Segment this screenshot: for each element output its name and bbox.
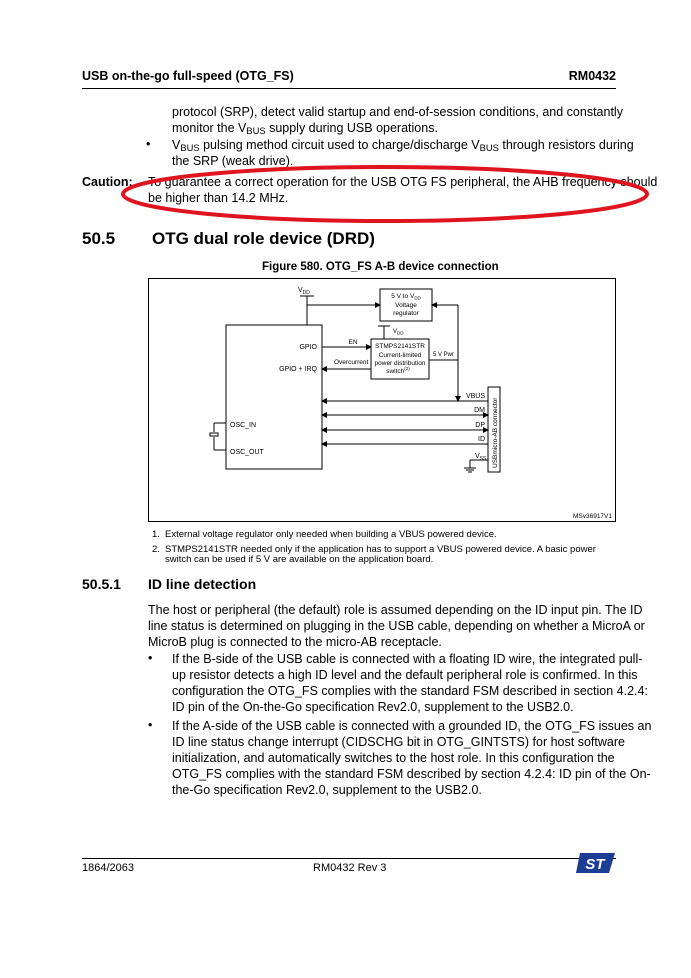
pwr-label: 5 V Pwr xyxy=(433,352,455,358)
section-number: 50.5 xyxy=(82,229,116,248)
id-label: ID xyxy=(478,436,485,443)
svg-text:Voltage: Voltage xyxy=(395,302,417,309)
note-2-text: STMPS2141STR needed only if the application has to support a VBUS powered device. A basic power xyxy=(165,544,596,555)
intro-bullet-line-2: the SRP (weak drive). xyxy=(172,154,294,168)
header-rule xyxy=(82,88,616,89)
vbus-label: VBUS xyxy=(465,393,485,400)
svg-text:5 V to VDD: 5 V to $V_{DD}$ xyxy=(391,293,421,301)
dm-label: DM xyxy=(474,407,485,414)
note-1-text: External voltage regulator only needed when building a VBUS powered device. xyxy=(165,529,497,540)
vdd-top-label: $V_{DD}$ xyxy=(298,287,310,296)
footer-doc-revision: RM0432 Rev 3 xyxy=(313,862,387,874)
st-logo xyxy=(576,851,616,875)
otg-connection-diagram xyxy=(148,278,616,522)
section-title: OTG dual role device (DRD) xyxy=(152,229,375,248)
caution-label: Caution: xyxy=(82,175,133,189)
figure-frame xyxy=(149,279,616,522)
note-1-number: 1. xyxy=(152,529,160,540)
note-2-number: 2. xyxy=(152,544,160,555)
dp-label: DP xyxy=(475,422,485,429)
caution-line-1: To guarantee a correct operation for the USB OTG FS peripheral, the AHB frequency should xyxy=(148,175,658,189)
svg-text:Current-limited: Current-limited xyxy=(378,352,422,359)
note-2-text-cont: switch can be used if 5 V are available on the application board. xyxy=(165,554,434,565)
osc-out-label: OSC_OUT xyxy=(230,449,264,456)
subsection-title: ID line detection xyxy=(148,576,257,592)
intro-line-2: monitor the $V_{BUS}$ supply during USB operations. xyxy=(172,121,438,136)
running-header-docid: RM0432 xyxy=(568,69,616,83)
body-bullet-1: If the B-side of the USB cable is connected with a floating ID wire, the integrated pull- up resistor detects a high ID level and the default peripheral role is confirmed. In this configuration the OTG_FS complies with the standard FSM described in section 4.2.4: ID pin of the On-the-Go specification Rev2.0, supplement to the USB2.0. xyxy=(172,652,648,714)
figure-caption: Figure 580. OTG_FS A-B device connection xyxy=(262,261,499,273)
body-bullet-2: If the A-side of the USB cable is connected with a grounded ID, the OTG_FS issues an ID line status change interrupt (CIDSCHG bit in OTG_GINTSTS) for host software initialization, and automatically switches to the host role. In this configuration the OTG_FS complies with the standard FSM described by section 4.2.4: ID pin of the On- the-Go specification Rev2.0, supplement to the USB2.0. xyxy=(172,719,652,797)
svg-text:STMPS2141STR: STMPS2141STR xyxy=(375,343,425,350)
vss-label: $V_{SS}$ xyxy=(475,453,487,462)
bullet-mark: • xyxy=(148,651,153,665)
svg-text:VDD: $V_{DD}$ xyxy=(393,329,404,336)
intro-bullet-line-1: $V_{BUS}$ pulsing method circuit used to charge/discharge $V_{BUS}$ through resistors during xyxy=(172,138,634,153)
svg-text:regulator: regulator xyxy=(393,310,419,317)
intro-line-1: protocol (SRP), detect valid startup and end-of-session conditions, and constantly xyxy=(172,105,623,119)
svg-text:power distribution: power distribution xyxy=(374,360,426,367)
connector-label: USBmicro-AB connector xyxy=(492,397,499,468)
red-ellipse-annotation xyxy=(120,160,660,230)
bullet-mark: • xyxy=(146,137,151,151)
subsection-number: 50.5.1 xyxy=(82,576,121,592)
osc-in-label: OSC_IN xyxy=(230,422,257,429)
gpio-label: GPIO xyxy=(299,344,317,351)
figure-ref: MSv36917V1 xyxy=(572,513,612,520)
footer-page-number: 1864/2063 xyxy=(82,862,134,874)
running-header-title: USB on-the-go full-speed (OTG_FS) xyxy=(82,69,294,83)
bullet-mark: • xyxy=(148,718,153,732)
en-label: EN xyxy=(348,339,358,346)
overcurrent-label: Overcurrent xyxy=(334,359,369,366)
gpio-irq-label: GPIO + IRQ xyxy=(279,366,317,373)
footer-rule xyxy=(82,858,616,859)
svg-text:switch(2): switch$^{(2)}$ xyxy=(386,366,410,375)
svg-text:ST: ST xyxy=(585,856,605,873)
body-paragraph: The host or peripheral (the default) role is assumed depending on the ID input pin. The ID line status is determined on plugging in the USB cable, depending on whether a MicroA or MicroB plug is connected to the micro-AB receptacle. xyxy=(148,603,645,649)
caution-line-2: be higher than 14.2 MHz. xyxy=(148,191,289,205)
crystal-symbol xyxy=(210,433,218,436)
